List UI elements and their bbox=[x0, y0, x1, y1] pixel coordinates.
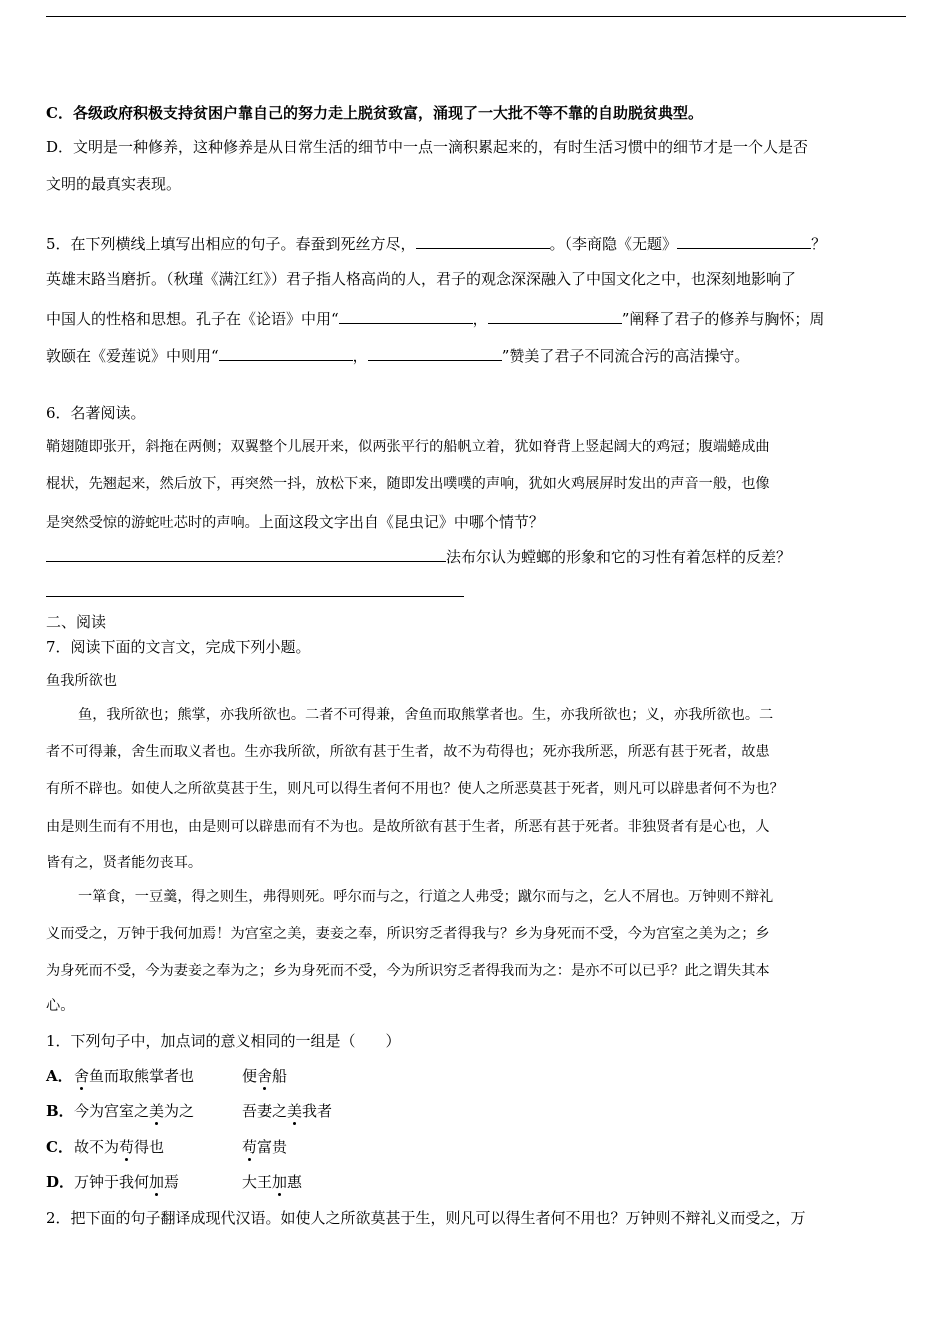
answer-blank[interactable] bbox=[416, 232, 550, 249]
option-d-line-1: D．文明是一种修养，这种修养是从日常生活的细节中一点一滴积累起来的，有时生活习惯中的细节才是一个人是否 bbox=[46, 138, 809, 156]
option-a[interactable]: A． 舍鱼而取熊掌者也 便舍船 bbox=[46, 1067, 288, 1085]
dotted-word: 加 bbox=[272, 1173, 288, 1191]
passage-para2-line-4: 心。 bbox=[46, 998, 75, 1014]
q5-line-1: 5．在下列横线上填写出相应的句子。春蚕到死丝方尽， 。（李商隐《无题》 ？ bbox=[46, 232, 826, 254]
q6-excerpt-line-1: 鞘翅随即张开，斜拖在两侧；双翼整个儿展开来，似两张平行的船帆立着，犹如脊背上竖起阔大的鸡冠；腹端蜷成曲 bbox=[46, 439, 770, 455]
q6-excerpt-line-3: 是突然受惊的游蛇吐芯时的声响。上面这段文字出自《昆虫记》中哪个情节？ bbox=[46, 513, 544, 531]
option-d[interactable]: D． 万钟于我何加焉 大王加惠 bbox=[46, 1173, 303, 1191]
option-b[interactable]: B． 今为宫室之美为之 吾妻之美我者 bbox=[46, 1102, 333, 1120]
sub2-stem: 2．把下面的句子翻译成现代汉语。如使人之所欲莫甚于生，则凡可以得生者何不用也？万钟则不辩礼义而受之，万 bbox=[46, 1209, 806, 1227]
passage-para2-line-1: 一箪食，一豆羹，得之则生，弗得则死。呼尔而与之，行道之人弗受；蹴尔而与之，乞人不屑也。万钟则不辩礼 bbox=[78, 889, 774, 905]
answer-blank[interactable] bbox=[368, 344, 502, 361]
answer-blank[interactable] bbox=[339, 307, 473, 324]
q5-line-3: 中国人的性格和思想。孔子在《论语》中用“ ， ”阐释了君子的修养与胸怀；周 bbox=[46, 307, 824, 329]
answer-blank[interactable] bbox=[677, 232, 811, 249]
dotted-word: 美 bbox=[149, 1102, 165, 1120]
answer-rule[interactable] bbox=[46, 596, 464, 597]
passage-para1-line-5: 皆有之，贤者能勿丧耳。 bbox=[46, 855, 203, 871]
dotted-word: 美 bbox=[287, 1102, 303, 1120]
q5-line-2: 英雄末路当磨折。（秋瑾《满江红》）君子指人格高尚的人，君子的观念深深融入了中国文化之中，也深刻地影响了 bbox=[46, 270, 797, 288]
dotted-word: 苟 bbox=[119, 1138, 135, 1156]
dotted-word: 舍 bbox=[257, 1067, 273, 1085]
q6-title: 6．名著阅读。 bbox=[46, 404, 146, 422]
passage-para1-line-3: 有所不辟也。如使人之所欲莫甚于生，则凡可以得生者何不用也？使人之所恶莫甚于死者，则凡可以辟患者何不为也？ bbox=[46, 781, 784, 797]
passage-para2-line-2: 义而受之，万钟于我何加焉！为宫室之美，妻妾之奉，所识穷乏者得我与？乡为身死而不受，今为宫室之美为之；乡 bbox=[46, 926, 770, 942]
dotted-word: 加 bbox=[149, 1173, 165, 1191]
passage-para1-line-4: 由是则生而有不用也，由是则可以辟患而有不为也。是故所欲有甚于生者，所恶有甚于死者。非独贤者有是心也，人 bbox=[46, 819, 770, 835]
passage-title: 鱼我所欲也 bbox=[46, 673, 117, 689]
sub1-stem: 1．下列句子中，加点词的意义相同的一组是（ ） bbox=[46, 1032, 401, 1050]
header-rule bbox=[46, 16, 906, 17]
passage-para1-line-2: 者不可得兼，舍生而取义者也。生亦我所欲，所欲有甚于生者，故不为苟得也；死亦我所恶，所恶有甚于死者，故患 bbox=[46, 744, 770, 760]
option-c-line: C．各级政府积极支持贫困户靠自己的努力走上脱贫致富，涌现了一大批不等不靠的自助脱贫典型。 bbox=[46, 104, 703, 122]
q6-line-4: 法布尔认为螳螂的形象和它的习性有着怎样的反差？ bbox=[46, 545, 791, 567]
passage-para1-line-1: 鱼，我所欲也；熊掌，亦我所欲也。二者不可得兼，舍鱼而取熊掌者也。生，亦我所欲也；义，亦我所欲也。二 bbox=[78, 707, 774, 723]
passage-para2-line-3: 为身死而不受，今为妻妾之奉为之；乡为身死而不受，今为所识穷乏者得我而为之：是亦不可以已乎？此之谓失其本 bbox=[46, 963, 770, 979]
answer-blank[interactable] bbox=[219, 344, 353, 361]
q6-excerpt-line-2: 棍状，先翘起来，然后放下，再突然一抖，放松下来，随即发出噗噗的声响，犹如火鸡展屏时发出的声音一般，也像 bbox=[46, 476, 770, 492]
option-c[interactable]: C． 故不为苟得也 苟富贵 bbox=[46, 1138, 288, 1156]
q5-line-4: 敦颐在《爱莲说》中则用“ ， ”赞美了君子不同流合污的高洁操守。 bbox=[46, 344, 749, 366]
q7-title: 7．阅读下面的文言文，完成下列小题。 bbox=[46, 638, 311, 656]
option-d-line-2: 文明的最真实表现。 bbox=[46, 175, 182, 193]
answer-blank[interactable] bbox=[488, 307, 622, 324]
dotted-word: 苟 bbox=[242, 1138, 258, 1156]
dotted-word: 舍 bbox=[74, 1067, 90, 1085]
answer-blank[interactable] bbox=[46, 545, 446, 562]
section-heading: 二、阅读 bbox=[46, 613, 107, 631]
